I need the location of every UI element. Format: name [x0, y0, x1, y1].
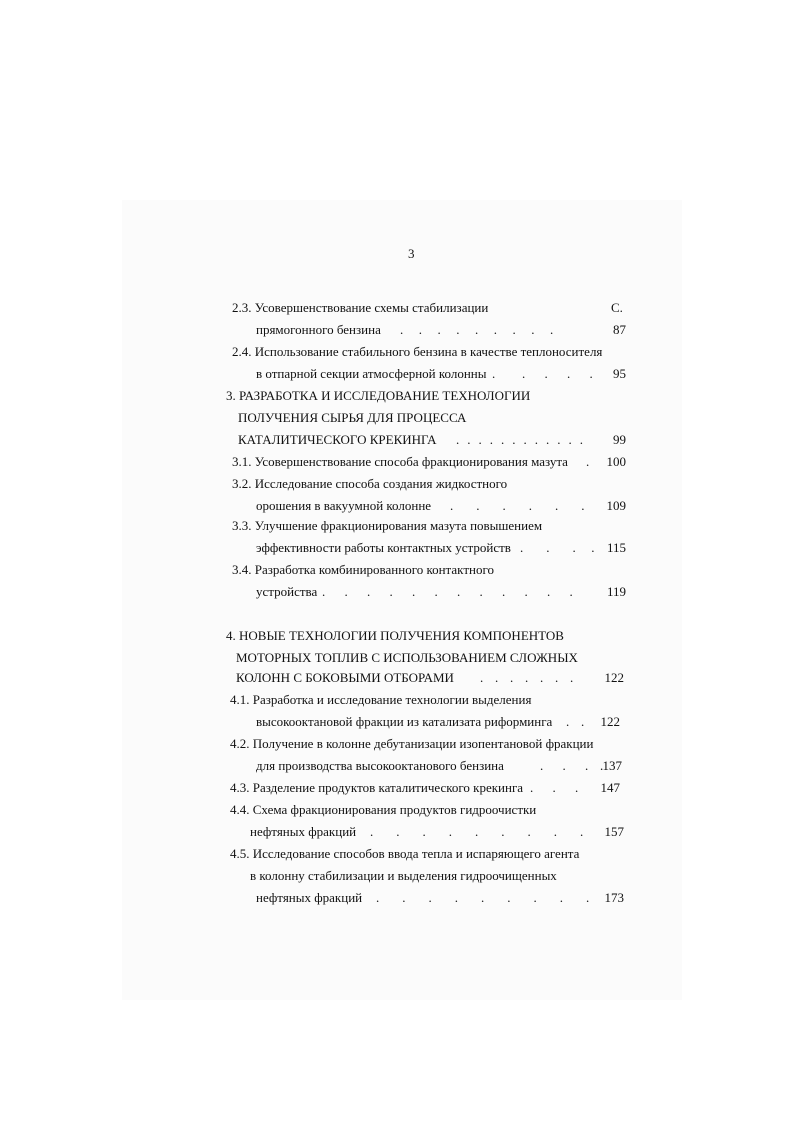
dot-leader: . . . . [520, 540, 595, 555]
page-column-header: С. [611, 300, 623, 315]
toc-chapter-4-title-cont2: КОЛОНН С БОКОВЫМИ ОТБОРАМИ [236, 670, 454, 685]
toc-entry-4-2-title-cont: для производства высокооктанового бензина [256, 758, 504, 773]
toc-entry-4-2-title: 4.2. Получение в колонне дебутанизации изопентановой фракции [230, 736, 594, 751]
toc-chapter-4-title: 4. НОВЫЕ ТЕХНОЛОГИИ ПОЛУЧЕНИЯ КОМПОНЕНТОВ [226, 628, 564, 643]
dot-leader: . . . . [540, 758, 604, 773]
dot-leader: . . . . . . . . . [376, 890, 590, 905]
toc-entry-2-3-title-cont: прямогонного бензина [256, 322, 381, 337]
dot-leader: . [586, 454, 590, 469]
page-number: 3 [408, 246, 415, 261]
toc-entry-3-4-page: 119 [606, 584, 626, 599]
dot-leader: . . . . . . . . . [400, 322, 554, 337]
toc-entry-4-1-page: 122 [600, 714, 620, 729]
toc-entry-4-5-title: 4.5. Исследование способов ввода тепла и испаряющего агента [230, 846, 580, 861]
toc-entry-4-3-title: 4.3. Разделение продуктов каталитического крекинга [230, 780, 524, 795]
dot-leader: . . . . . [492, 366, 594, 381]
toc-entry-4-1-title-cont: высокооктановой фракции из катализата риформинга [256, 714, 553, 729]
dot-leader: . . [566, 714, 585, 729]
toc-entry-3-1-page: 100 [606, 454, 626, 469]
toc-chapter-4-page: 122 [604, 670, 624, 685]
toc-entry-4-4-page: 157 [604, 824, 624, 839]
toc-entry-4-4-title-cont: нефтяных фракций [250, 824, 357, 839]
toc-entry-4-1-title: 4.1. Разработка и исследование технологии выделения [230, 692, 532, 707]
toc-entry-3-4-title: 3.4. Разработка комбинированного контактного [232, 562, 494, 577]
toc-entry-3-3-title: 3.3. Улучшение фракционирования мазута повышением [232, 518, 543, 533]
toc-entry-4-5-title-cont: в колонну стабилизации и выделения гидроочищенных [250, 868, 557, 883]
dot-leader: . . . . . . . . . . . . [322, 584, 574, 599]
toc-entry-4-5-title-cont2: нефтяных фракций [256, 890, 363, 905]
dot-leader: . . . . . . . . . . . . [456, 432, 584, 447]
toc-entry-2-4-title-cont: в отпарной секции атмосферной колонны [256, 366, 487, 381]
toc-entry-2-4-title: 2.4. Использование стабильного бензина в качестве теплоносителя [232, 344, 603, 359]
toc-entry-3-3-title-cont: эффективности работы контактных устройств [256, 540, 511, 555]
toc-entry-4-3-page: 147 [600, 780, 620, 795]
toc-chapter-3-page: 99 [613, 432, 626, 447]
dot-leader: . . . . . . . [480, 670, 574, 685]
dot-leader: . . . . . . [450, 498, 585, 513]
toc-entry-3-4-title-cont: устройства [256, 584, 318, 599]
toc-entry-4-4-title: 4.4. Схема фракционирования продуктов гидроочистки [230, 802, 537, 817]
toc-chapter-3-title: 3. РАЗРАБОТКА И ИССЛЕДОВАНИЕ ТЕХНОЛОГИИ [226, 388, 531, 403]
toc-entry-2-3-page: 87 [613, 322, 626, 337]
toc-entry-3-2-title-cont: орошения в вакуумной колонне [256, 498, 432, 513]
toc-entry-2-4-page: 95 [613, 366, 626, 381]
toc-entry-3-2-page: 109 [606, 498, 626, 513]
dot-leader: . . . . . . . . . [370, 824, 584, 839]
toc-entry-2-3-title: 2.3. Усовершенствование схемы стабилизации [232, 300, 489, 315]
toc-chapter-3-title-cont2: КАТАЛИТИЧЕСКОГО КРЕКИНГА [238, 432, 437, 447]
toc-chapter-3-title-cont: ПОЛУЧЕНИЯ СЫРЬЯ ДЛЯ ПРОЦЕССА [238, 410, 467, 425]
dot-leader: . . . [530, 780, 579, 795]
toc-entry-4-2-page: 137 [602, 758, 622, 773]
toc-entry-3-1-title: 3.1. Усовершенствование способа фракционирования мазута [232, 454, 568, 469]
toc-entry-3-2-title: 3.2. Исследование способа создания жидкостного [232, 476, 508, 491]
toc-entry-4-5-page: 173 [604, 890, 624, 905]
toc-entry-3-3-page: 115 [606, 540, 626, 555]
toc-chapter-4-title-cont: МОТОРНЫХ ТОПЛИВ С ИСПОЛЬЗОВАНИЕМ СЛОЖНЫХ [236, 650, 578, 665]
